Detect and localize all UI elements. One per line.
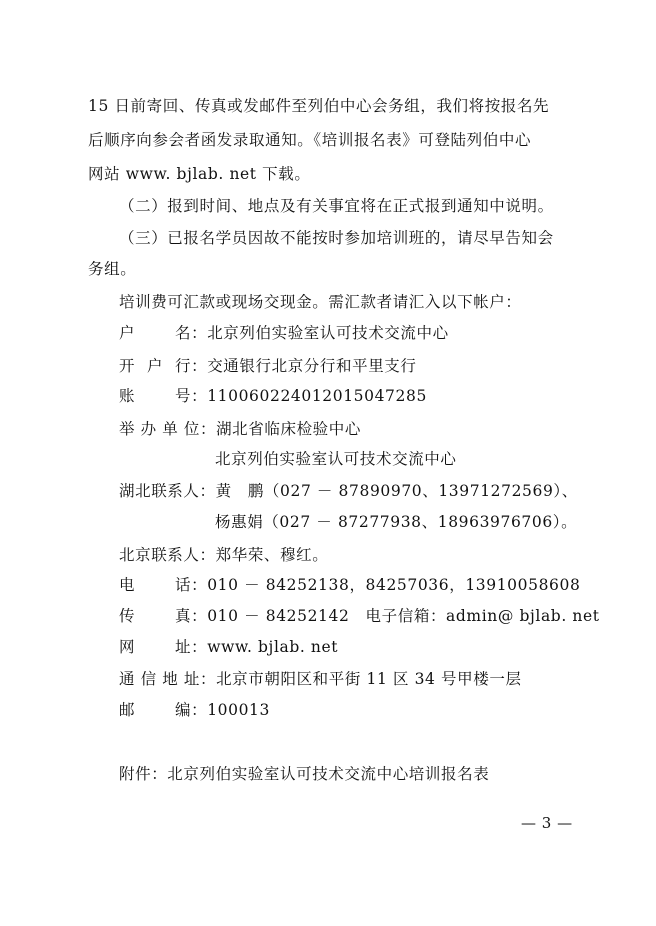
account-name-value: ：北京列伯实验室认可技术交流中心: [191, 324, 449, 342]
organizer-value-2: 北京列伯实验室认可技术交流中心: [215, 450, 457, 468]
paragraph-3-line-2: 务组。: [88, 260, 137, 278]
account-name-label-1: 户: [119, 324, 136, 342]
fax-value: ：010 － 84252142 电子信箱：admin@ bjlab. net: [191, 607, 600, 625]
beijing-contact-row: [119, 545, 328, 565]
address-label: 通 信 地 址: [119, 670, 200, 688]
phone-row: [119, 575, 580, 595]
fax-label-2: 真: [175, 607, 192, 625]
hubei-contact-value-1: ：黄 鹏（027 － 87890970、13971272569）、: [199, 482, 578, 500]
bank-label-2: 户: [147, 357, 164, 375]
bank-label-1: 开: [119, 357, 136, 375]
hubei-contact-value-2: 杨惠娟（027 － 87277938、18963976706）。: [215, 513, 578, 531]
account-number-label-1: 账: [119, 387, 136, 405]
bank-row: [119, 356, 417, 376]
phone-label-1: 电: [119, 576, 136, 594]
bank-value: ：交通银行北京分行和平里支行: [191, 357, 417, 375]
beijing-contact-label: 北京联系人: [119, 546, 200, 564]
organizer-value-1: ：湖北省临床检验中心: [199, 420, 361, 438]
organizer-row: [119, 419, 361, 439]
paragraph-1-line-3: 网站 www. bjlab. net 下载。: [88, 165, 311, 183]
website-value: ：www. bjlab. net: [191, 638, 339, 656]
paragraph-1-line-1: 15 日前寄回、传真或发邮件至列伯中心会务组，我们将按报名先: [88, 97, 550, 115]
website-label-1: 网: [119, 638, 136, 656]
hubei-contact-label: 湖北联系人: [119, 482, 200, 500]
fax-label-1: 传: [119, 607, 136, 625]
paragraph-3-line-1: （三）已报名学员因故不能按时参加培训班的，请尽早告知会: [119, 229, 554, 247]
postcode-label-1: 邮: [119, 701, 136, 719]
bank-label-3: 行: [175, 357, 192, 375]
address-row: [119, 669, 522, 689]
website-row: [119, 637, 338, 657]
postcode-value: ：100013: [191, 701, 270, 719]
address-value: ：北京市朝阳区和平街 11 区 34 号甲楼一层: [199, 670, 522, 688]
paragraph-2: （二）报到时间、地点及有关事宜将在正式报到通知中说明。: [119, 197, 554, 215]
hubei-contact-row: [119, 481, 578, 501]
postcode-label-2: 编: [175, 701, 192, 719]
phone-value: ：010 － 84252138，84257036，13910058608: [191, 576, 581, 594]
paragraph-1-line-2: 后顺序向参会者函发录取通知。《培训报名表》可登陆列伯中心: [88, 131, 532, 149]
account-number-label-2: 号: [175, 387, 192, 405]
fax-row: [119, 606, 600, 626]
page-number: — 3 —: [521, 814, 573, 832]
account-name-row: [119, 323, 449, 343]
account-number-row: [119, 386, 427, 406]
account-number-value: ：110060224012015047285: [191, 387, 427, 405]
account-name-label-2: 名: [175, 324, 192, 342]
postcode-row: [119, 700, 270, 720]
paragraph-4: 培训费可汇款或现场交现金。需汇款者请汇入以下帐户：: [119, 293, 522, 311]
attachment-line: 附件：北京列伯实验室认可技术交流中心培训报名表: [119, 765, 490, 783]
phone-label-2: 话: [175, 576, 192, 594]
beijing-contact-value: ：郑华荣、穆红。: [199, 546, 329, 564]
website-label-2: 址: [175, 638, 192, 656]
organizer-label: 举 办 单 位: [119, 420, 200, 438]
